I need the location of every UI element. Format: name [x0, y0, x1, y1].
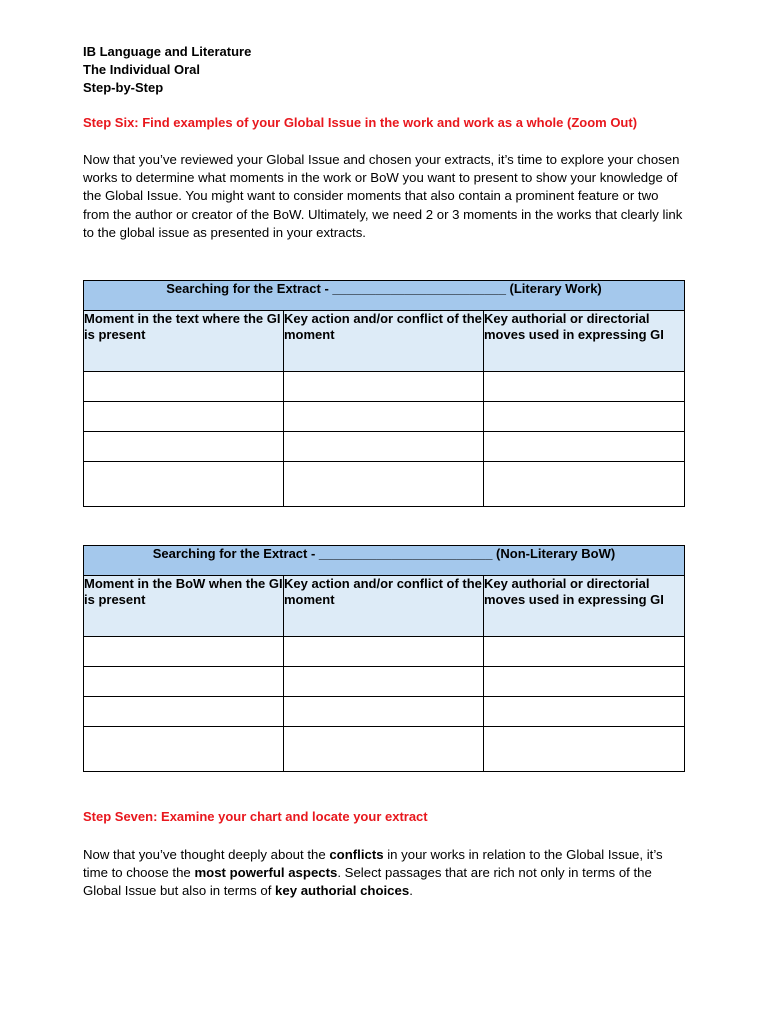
table-header-row — [84, 576, 685, 637]
table-cell[interactable] — [284, 372, 484, 402]
document-header — [83, 43, 251, 97]
table-row — [84, 697, 685, 727]
table-cell[interactable] — [484, 727, 685, 772]
table-row — [84, 637, 685, 667]
step-seven-heading: Step Seven: Examine your chart and locate your extract — [83, 809, 428, 824]
table-title-row — [84, 281, 685, 311]
paragraph-text: . Select passages that are rich not only in terms of the Global Issue but also in terms of — [83, 865, 652, 899]
column-header-authorial-moves: Key authorial or directorial moves used in expressing GI — [484, 576, 685, 637]
table-row — [84, 372, 685, 402]
table-cell[interactable] — [84, 697, 284, 727]
table-cell[interactable] — [284, 637, 484, 667]
column-header-conflict: Key action and/or conflict of the moment — [284, 311, 484, 372]
table-cell[interactable] — [284, 667, 484, 697]
column-header-authorial-moves: Key authorial or directorial moves used in expressing GI — [484, 311, 685, 372]
table-cell[interactable] — [484, 432, 685, 462]
table-title-row — [84, 546, 685, 576]
table-cell[interactable] — [284, 462, 484, 507]
table-row — [84, 402, 685, 432]
column-header-moment: Moment in the text where the GI is present — [84, 311, 284, 372]
column-header-moment: Moment in the BoW when the GI is present — [84, 576, 284, 637]
table-cell[interactable] — [84, 462, 284, 507]
table-row — [84, 727, 685, 772]
emphasis-conflicts: conflicts — [329, 847, 384, 862]
course-title: IB Language and Literature — [83, 44, 252, 59]
table-cell[interactable] — [84, 667, 284, 697]
column-header-conflict: Key action and/or conflict of the moment — [284, 576, 484, 637]
table-cell[interactable] — [84, 727, 284, 772]
table-row — [84, 432, 685, 462]
assessment-title: The Individual Oral — [83, 62, 201, 77]
table-cell[interactable] — [84, 402, 284, 432]
table-cell[interactable] — [284, 697, 484, 727]
table-cell[interactable] — [484, 697, 685, 727]
table-cell[interactable] — [84, 372, 284, 402]
non-literary-table-title: Searching for the Extract - ________________________ (Non-Literary BoW) — [84, 546, 685, 576]
paragraph-text: . — [409, 883, 413, 899]
table-cell[interactable] — [484, 402, 685, 432]
document-subtitle: Step-by-Step — [83, 80, 164, 95]
paragraph-text: in your works in relation to the Global Issue, it’s time to choose the — [83, 847, 663, 881]
table-cell[interactable] — [84, 637, 284, 667]
step-six-paragraph: Now that you’ve reviewed your Global Issue and chosen your extracts, it’s time to explore your chosen works to determine what moments in the work or BoW you want to present to show your knowledge of the Global Issue. You might want to consider moments that also contain a prominent feature or two from the author or creator of the BoW. Ultimately, we need 2 or 3 moments in the works that clearly link to the global issue as presented in your extracts. — [83, 152, 683, 240]
emphasis-most-powerful-aspects: most powerful aspects — [194, 865, 338, 881]
paragraph-text: Now that you’ve thought deeply about the — [83, 847, 330, 862]
literary-work-table — [83, 280, 685, 507]
table-cell[interactable] — [284, 402, 484, 432]
non-literary-bow-table — [83, 545, 685, 772]
table-cell[interactable] — [484, 372, 685, 402]
step-six-heading: Step Six: Find examples of your Global Issue in the work and work as a whole (Zoom Out) — [83, 115, 638, 130]
table-cell[interactable] — [84, 432, 284, 462]
table-header-row — [84, 311, 685, 372]
table-row — [84, 462, 685, 507]
table-cell[interactable] — [484, 462, 685, 507]
emphasis-key-authorial-choices: key authorial choices — [275, 883, 410, 899]
step-seven-paragraph — [83, 846, 683, 901]
literary-table-title: Searching for the Extract - ________________________ (Literary Work) — [84, 281, 685, 311]
table-cell[interactable] — [484, 667, 685, 697]
table-cell[interactable] — [484, 637, 685, 667]
table-cell[interactable] — [284, 727, 484, 772]
table-cell[interactable] — [284, 432, 484, 462]
table-row — [84, 667, 685, 697]
